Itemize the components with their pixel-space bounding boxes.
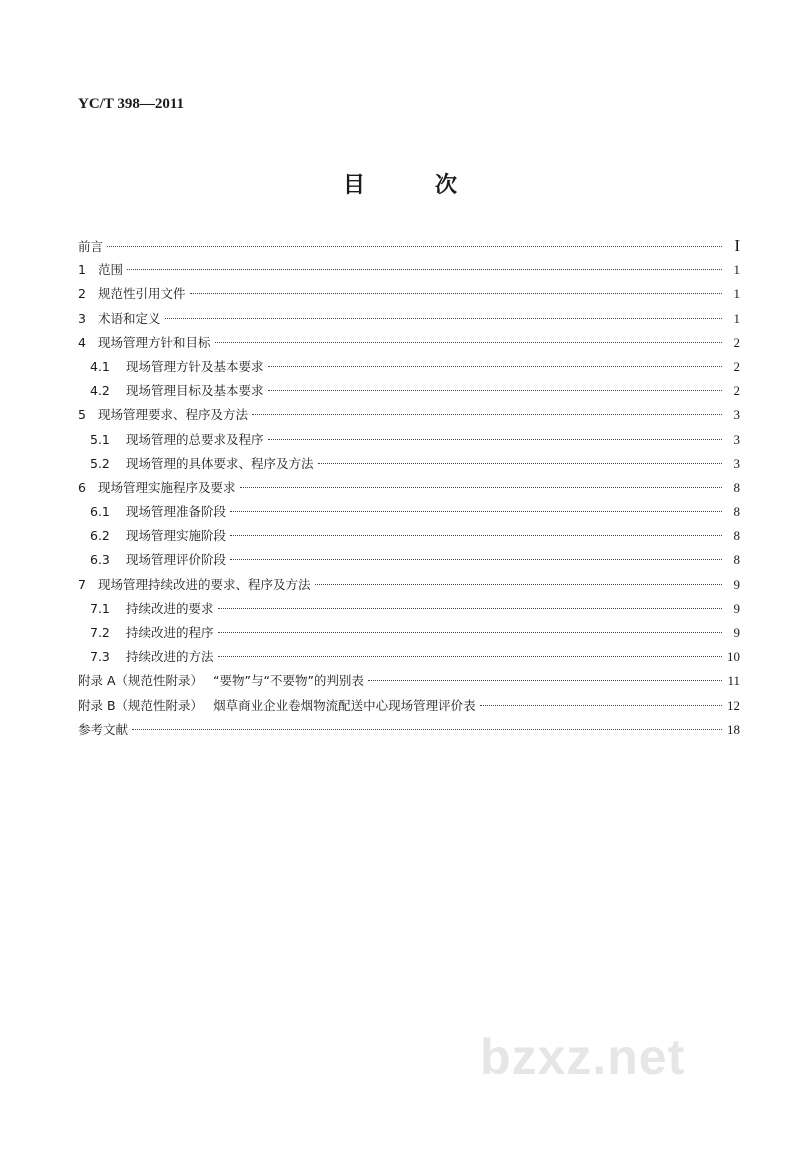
- toc-entry[interactable]: [78, 452, 740, 476]
- watermark: bzxz.net: [480, 1029, 686, 1085]
- toc-entry-label: [78, 403, 248, 427]
- toc-entry-text: 现场管理方针及基本要求: [126, 358, 264, 374]
- toc-entry-page: 2: [733, 334, 740, 350]
- dot-leader: [230, 535, 722, 536]
- toc-entry-number: 7: [78, 576, 86, 592]
- toc-title: 目 次: [342, 173, 481, 198]
- toc-entry-page: 12: [727, 697, 740, 713]
- toc-entry-number: 5: [78, 407, 86, 423]
- toc-entry-label: [78, 718, 128, 742]
- dot-leader: [230, 559, 722, 560]
- toc-entry-page: 9: [733, 625, 740, 640]
- toc-entry-number: 6: [78, 479, 86, 495]
- toc-entry-label: [78, 235, 103, 259]
- toc-entry-label: [90, 355, 264, 379]
- toc-entry-text: 规范性引用文件: [98, 286, 186, 302]
- toc-entry-number: 5.1: [90, 431, 110, 447]
- toc-entry[interactable]: [78, 718, 740, 742]
- toc-entry-number: 7.1: [90, 600, 110, 616]
- toc-entry-number: 4: [78, 334, 86, 350]
- toc-entry-page: 8: [733, 552, 740, 568]
- toc-entry[interactable]: [78, 597, 740, 621]
- toc-entry-text: 前言: [78, 239, 104, 254]
- dot-leader: [132, 729, 722, 730]
- toc-list: [78, 234, 740, 742]
- toc-entry-text: 现场管理的具体要求、程序及方法: [126, 455, 314, 471]
- toc-entry-text: 现场管理方针和目标: [98, 334, 211, 350]
- toc-entry-label: [90, 645, 214, 669]
- dot-leader: [230, 511, 722, 512]
- toc-entry-text: 范围: [98, 262, 124, 278]
- toc-entry-label: [78, 573, 311, 597]
- toc-entry[interactable]: [78, 282, 740, 306]
- toc-entry-page: 1: [733, 286, 740, 302]
- toc-entry[interactable]: [78, 403, 740, 427]
- toc-entry[interactable]: [78, 476, 740, 500]
- dot-leader: [127, 269, 722, 270]
- toc-entry-text: 现场管理实施阶段: [126, 528, 227, 544]
- toc-entry-label: [90, 452, 314, 476]
- toc-entry-page: 1: [733, 310, 740, 326]
- toc-entry[interactable]: [78, 379, 740, 403]
- toc-entry-label: [90, 524, 226, 548]
- toc-entry-page: 3: [733, 455, 740, 471]
- dot-leader: [268, 366, 722, 367]
- toc-entry-number: 3: [78, 310, 86, 326]
- toc-entry[interactable]: [78, 307, 740, 331]
- toc-entry-label: [90, 428, 264, 452]
- toc-entry[interactable]: [78, 548, 740, 572]
- dot-leader: [218, 656, 722, 657]
- toc-entry-number: 6.3: [90, 552, 110, 568]
- dot-leader: [107, 246, 722, 247]
- dot-leader: [268, 390, 722, 391]
- toc-entry-text: 持续改进的方法: [126, 649, 214, 665]
- toc-entry-label: [78, 282, 186, 306]
- toc-entry[interactable]: [78, 355, 740, 379]
- dot-leader: [218, 632, 722, 633]
- toc-entry-label: [78, 258, 123, 282]
- toc-entry-label: [78, 694, 476, 718]
- toc-entry-annex-prefix: 附录 A（规范性附录）: [78, 673, 204, 689]
- toc-entry-number: 6.1: [90, 504, 110, 520]
- dot-leader: [480, 705, 722, 706]
- toc-entry-text: 现场管理要求、程序及方法: [98, 407, 249, 423]
- toc-entry-number: 1: [78, 262, 86, 278]
- toc-entry-text: 现场管理持续改进的要求、程序及方法: [98, 576, 311, 592]
- toc-entry-number: 4.2: [90, 383, 110, 399]
- dot-leader: [240, 487, 722, 488]
- dot-leader: [252, 414, 722, 415]
- toc-entry-page: 9: [733, 576, 740, 592]
- toc-entry[interactable]: [78, 234, 740, 258]
- toc-entry-number: 7.2: [90, 625, 110, 640]
- toc-entry[interactable]: [78, 500, 740, 524]
- toc-entry-label: [90, 621, 214, 645]
- toc-entry-label: [90, 597, 214, 621]
- toc-entry-page: 2: [733, 383, 740, 399]
- toc-entry[interactable]: [78, 694, 740, 718]
- dot-leader: [190, 293, 722, 294]
- toc-entry[interactable]: [78, 669, 740, 693]
- toc-entry[interactable]: [78, 258, 740, 282]
- toc-entry-text: 持续改进的要求: [126, 600, 214, 616]
- toc-entry[interactable]: [78, 331, 740, 355]
- toc-entry-number: 7.3: [90, 649, 110, 665]
- toc-entry-page: I: [734, 236, 740, 255]
- toc-entry-text: 现场管理评价阶段: [126, 552, 227, 568]
- toc-entry-text: 现场管理实施程序及要求: [98, 479, 236, 495]
- toc-entry-text: 参考文献: [78, 721, 129, 737]
- toc-entry-number: 5.2: [90, 455, 110, 471]
- toc-entry-page: 8: [733, 528, 740, 544]
- toc-entry-text: 现场管理的总要求及程序: [126, 431, 264, 447]
- toc-entry-text: 持续改进的程序: [126, 625, 214, 640]
- toc-entry-text: 现场管理准备阶段: [126, 504, 227, 520]
- toc-entry-page: 11: [727, 673, 740, 689]
- toc-entry-label: [90, 379, 264, 403]
- toc-entry[interactable]: [78, 428, 740, 452]
- toc-entry[interactable]: [78, 621, 740, 645]
- standard-code: YC/T 398—2011: [78, 96, 184, 112]
- toc-entry-text: 烟草商业企业卷烟物流配送中心现场管理评价表: [213, 697, 476, 713]
- toc-entry-number: 2: [78, 286, 86, 302]
- toc-entry[interactable]: [78, 573, 740, 597]
- toc-entry-label: [90, 548, 226, 572]
- toc-entry-label: [78, 476, 236, 500]
- toc-entry-annex-prefix: 附录 B（规范性附录）: [78, 697, 204, 713]
- dot-leader: [215, 342, 722, 343]
- toc-entry-label: [78, 307, 161, 331]
- toc-entry-label: [78, 669, 364, 693]
- toc-entry-page: 8: [733, 504, 740, 520]
- toc-entry-number: 6.2: [90, 528, 110, 544]
- toc-entry-label: [90, 500, 226, 524]
- toc-entry-page: 1: [733, 262, 740, 278]
- toc-entry-label: [78, 331, 211, 355]
- toc-entry-page: 10: [727, 649, 740, 665]
- dot-leader: [268, 439, 722, 440]
- toc-entry-text: “要物”与“不要物”的判别表: [213, 673, 364, 689]
- dot-leader: [315, 584, 722, 585]
- dot-leader: [318, 463, 722, 464]
- toc-entry-page: 3: [733, 431, 740, 447]
- toc-entry-page: 3: [733, 407, 740, 423]
- dot-leader: [368, 680, 722, 681]
- toc-entry-number: 4.1: [90, 358, 110, 374]
- toc-entry-page: 2: [733, 358, 740, 374]
- toc-entry-text: 现场管理目标及基本要求: [126, 383, 264, 399]
- toc-entry-page: 9: [733, 600, 740, 616]
- toc-entry[interactable]: [78, 645, 740, 669]
- dot-leader: [218, 608, 722, 609]
- toc-entry-text: 术语和定义: [98, 310, 161, 326]
- toc-entry-page: 8: [733, 479, 740, 495]
- dot-leader: [165, 318, 722, 319]
- toc-entry[interactable]: [78, 524, 740, 548]
- toc-entry-page: 18: [727, 721, 740, 737]
